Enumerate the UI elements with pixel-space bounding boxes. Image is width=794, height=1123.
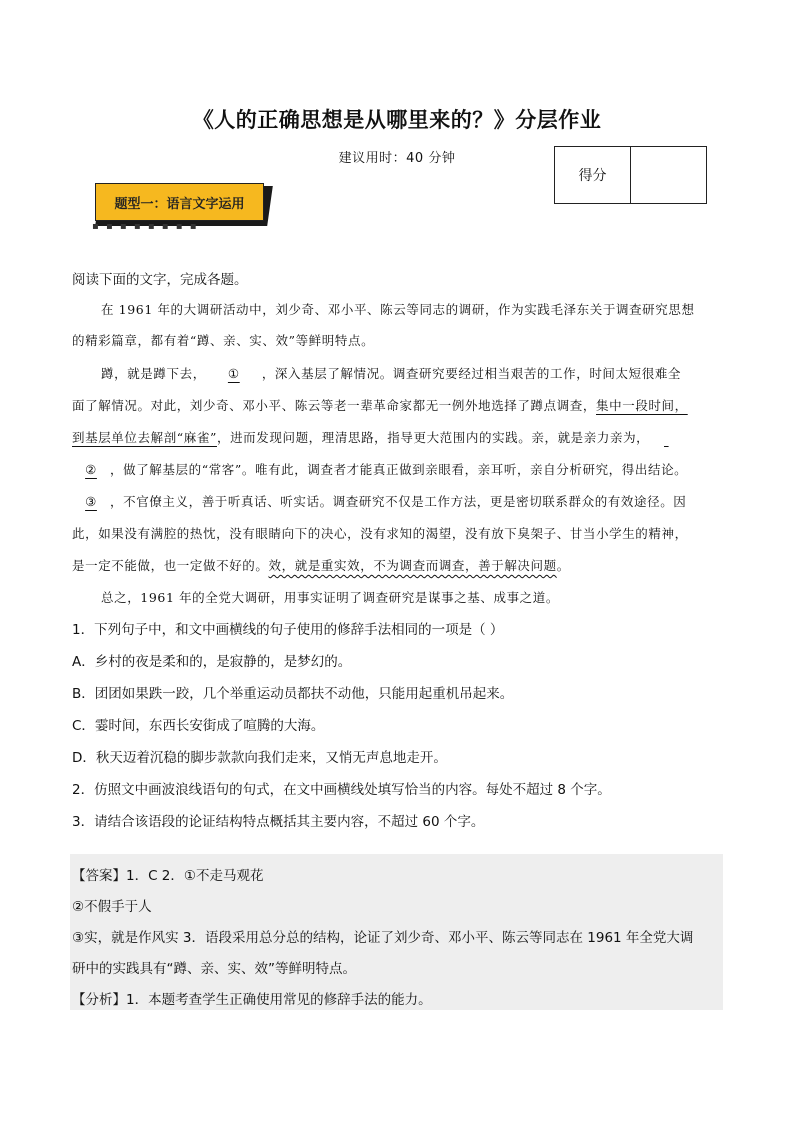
question-1: 1．下列句子中，和文中画横线的句子使用的修辞手法相同的一项是（ ）	[72, 622, 504, 638]
text-segment: ，做了解基层的“常客”。唯有此，调查者才能真正做到亲眼看，亲耳听，亲自分析研究，得出结论。	[110, 462, 688, 477]
underlined-sentence: 集中一段时间，	[596, 398, 688, 413]
text-segment: 。	[556, 558, 570, 573]
text-segment: ，深入基层了解情况。调查研究要经过相当艰苦的工作，时间太短很难全	[261, 366, 682, 381]
question-type-badge: 题型一：语言文字运用	[95, 183, 264, 221]
score-label: 得分	[555, 147, 631, 203]
blank-2-lead	[649, 430, 683, 445]
passage-p2-line1	[101, 364, 681, 382]
reading-instruction: 阅读下面的文字，完成各题。	[72, 272, 248, 288]
passage-p2-line3	[72, 428, 683, 446]
text-segment: 面了解情况。对此，刘少奇、邓小平、陈云等老一辈革命家都无一例外地选择了蹲点调查，	[72, 398, 597, 413]
wavy-underlined-sentence: 效，就是重实效，不为调查而调查，善于解决问题	[268, 558, 557, 573]
answer-line-3: ③实，就是作风实 3．语段采用总分总的结构，论证了刘少奇、邓小平、陈云等同志在 1961 年全党大调	[72, 930, 694, 946]
blank-3[interactable]: ③	[85, 494, 97, 509]
question-2: 2．仿照文中画波浪线语句的句式，在文中画横线处填写恰当的内容。每处不超过 8 个字。	[72, 782, 611, 798]
text-segment: 是一定不能做，也一定做不好的。	[72, 558, 269, 573]
passage-p1-line2: 的精彩篇章，都有着“蹲、亲、实、效”等鲜明特点。	[72, 333, 375, 348]
passage-p2-line6: 此，如果没有满腔的热忱，没有眼睛向下的决心，没有求知的渴望，没有放下臭架子、甘当小学生的精神，	[72, 526, 688, 541]
passage-p2-line5	[72, 492, 686, 510]
page-title: 《人的正确思想是从哪里来的？》分层作业	[192, 108, 602, 132]
answer-line-4: 研中的实践具有“蹲、亲、实、效”等鲜明特点。	[72, 961, 356, 977]
passage-p1-line1: 在 1961 年的大调研活动中，刘少奇、邓小平、陈云等同志的调研，作为实践毛泽东关于调查研究思想	[101, 302, 695, 317]
passage-p2-line2	[72, 396, 688, 414]
underlined-sentence: 到基层单位去解剖“麻雀”	[72, 430, 217, 445]
passage-p2-line7	[72, 556, 570, 574]
score-value-cell[interactable]	[631, 147, 706, 203]
option-a[interactable]: A．乡村的夜是柔和的，是寂静的，是梦幻的。	[72, 654, 352, 670]
question-3: 3．请结合该语段的论证结构特点概括其主要内容，不超过 60 个字。	[72, 814, 485, 830]
text-segment: 蹲，就是蹲下去，	[101, 366, 206, 381]
blank-1[interactable]: ①	[227, 366, 240, 381]
suggested-time: 建议用时：40 分钟	[338, 151, 456, 166]
score-table	[554, 146, 707, 204]
option-d[interactable]: D．秋天迈着沉稳的脚步款款向我们走来，又悄无声息地走开。	[72, 750, 447, 766]
option-b[interactable]: B．团团如果跌一跤，几个举重运动员都扶不动他，只能用起重机吊起来。	[72, 686, 514, 702]
badge-dots: ▪ ▪ ▪ ▪ ▪ ▪ ▪ ▪	[92, 221, 199, 232]
passage-p2-line4	[72, 460, 687, 478]
text-segment: ，不官僚主义，善于听真话、听实话。调查研究不仅是工作方法，更是密切联系群众的有效途径。因	[110, 494, 687, 509]
text-segment: ，进而发现问题，理清思路，指导更大范围内的实践。亲，就是亲力亲为，	[216, 430, 650, 445]
answer-line-1: 【答案】1．C 2．①不走马观花	[72, 868, 264, 884]
blank-2[interactable]: ②	[85, 462, 97, 477]
answer-line-2: ②不假手于人	[72, 899, 152, 915]
analysis-line: 【分析】1．本题考查学生正确使用常见的修辞手法的能力。	[72, 992, 432, 1008]
option-c[interactable]: C．霎时间，东西长安街成了喧腾的大海。	[72, 718, 325, 734]
passage-p3: 总之，1961 年的全党大调研，用事实证明了调查研究是谋事之基、成事之道。	[101, 590, 559, 605]
